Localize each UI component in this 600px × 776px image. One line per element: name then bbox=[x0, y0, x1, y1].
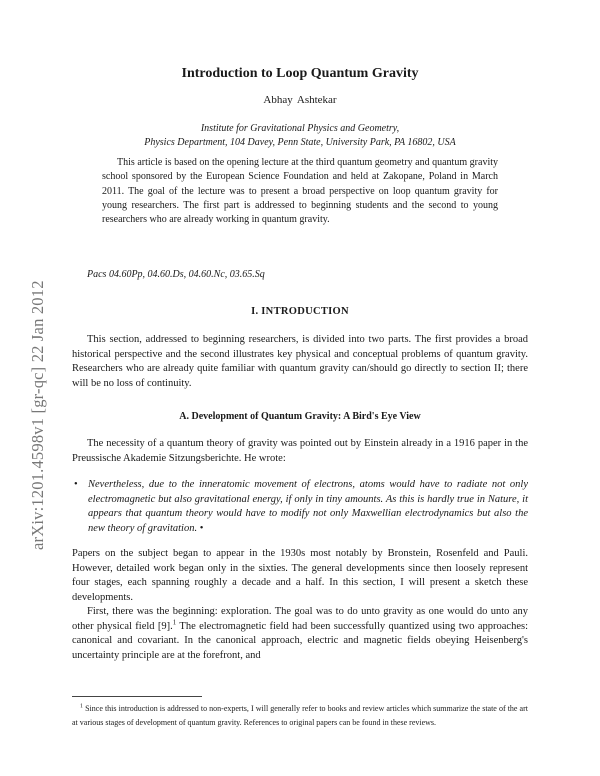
subsection-heading: A. Development of Quantum Gravity: A Bird's Eye View bbox=[179, 411, 421, 422]
bullet-icon: • bbox=[74, 479, 78, 490]
abstract: This article is based on the opening lecture at the third quantum geometry and quantum gravity school sponsored by the European Science Foundation and held at Zakopane, Poland in March 2011. The goal of the lecture was to present a broad perspective on loop quantum gravity for young researchers. The first part is addressed to beginning students and the second to young researchers who are already working in quantum gravity. bbox=[102, 157, 498, 226]
footnote-reference[interactable]: 1 bbox=[172, 618, 177, 627]
footnote bbox=[72, 702, 528, 730]
intro-paragraph: This section, addressed to beginning researchers, is divided into two parts. The first provides a broad historical perspective and the second illustrates key physical and conceptual problems of quantum gravity. Researchers who are already quite familiar with quantum gravity can/should go directly to section II; there will be no loss of continuity. bbox=[72, 334, 528, 389]
affiliation-line-1: Institute for Gravitational Physics and Geometry, bbox=[200, 123, 400, 134]
footnote-mark: 1 bbox=[80, 703, 83, 710]
footnote-text: Since this introduction is addressed to non-experts, I will generally refer to books and review articles which summarize the state of the art at various stages of development of quantum gravity. References to original papers can be found in these reviews. bbox=[72, 704, 528, 727]
arxiv-stamp bbox=[8, 220, 48, 550]
papers-paragraph: Papers on the subject began to appear in the 1930s most notably by Bronstein, Rosenfeld and Pauli. However, detailed work began only in the sixties. The general developments since then loosely represent four stages, each spanning roughly a decade and a half. In this section, I will present a sketch these developments. bbox=[72, 548, 528, 603]
exploration-text-b: The electromagnetic field had been successfully quantized using two approaches: canonical and covariant. In the canonical approach, electric and magnetic fields obeying Heisenberg's uncertainty principle are at the forefront, and bbox=[72, 620, 528, 661]
paper-title: Introduction to Loop Quantum Gravity bbox=[181, 66, 419, 81]
exploration-text-a: First, there was the beginning: exploration. The goal was to do unto gravity as one would do unto any other physical field [9]. bbox=[72, 606, 528, 632]
einstein-quote bbox=[74, 478, 528, 536]
footnote-rule bbox=[72, 696, 202, 697]
quote-text: Nevertheless, due to the inneratomic movement of electrons, atoms would have to radiate not only electromagnetic but also gravitational energy, if only in tiny amounts. As this is hardly true in Nature, it appears that quantum theory would have to modify not only Maxwellian electrodynamics but also the new theory of gravitation. bbox=[88, 479, 528, 534]
pacs-codes: Pacs 04.60Pp, 04.60.Ds, 04.60.Nc, 03.65.Sq bbox=[87, 269, 265, 280]
author-name: Abhay Ashtekar bbox=[263, 94, 337, 106]
affiliation-line-2: Physics Department, 104 Davey, Penn State, University Park, PA 16802, USA bbox=[144, 137, 456, 148]
exploration-paragraph bbox=[72, 605, 528, 663]
section-heading: I. INTRODUCTION bbox=[251, 306, 349, 317]
einstein-paragraph: The necessity of a quantum theory of gravity was pointed out by Einstein already in a 1916 paper in the Preussische Akademie Sitzungsberichte. He wrote: bbox=[72, 438, 528, 464]
arxiv-id: arXiv:1201.4598v1 [gr-qc] 22 Jan 2012 bbox=[28, 280, 47, 550]
quote-end-mark: • bbox=[199, 522, 204, 534]
